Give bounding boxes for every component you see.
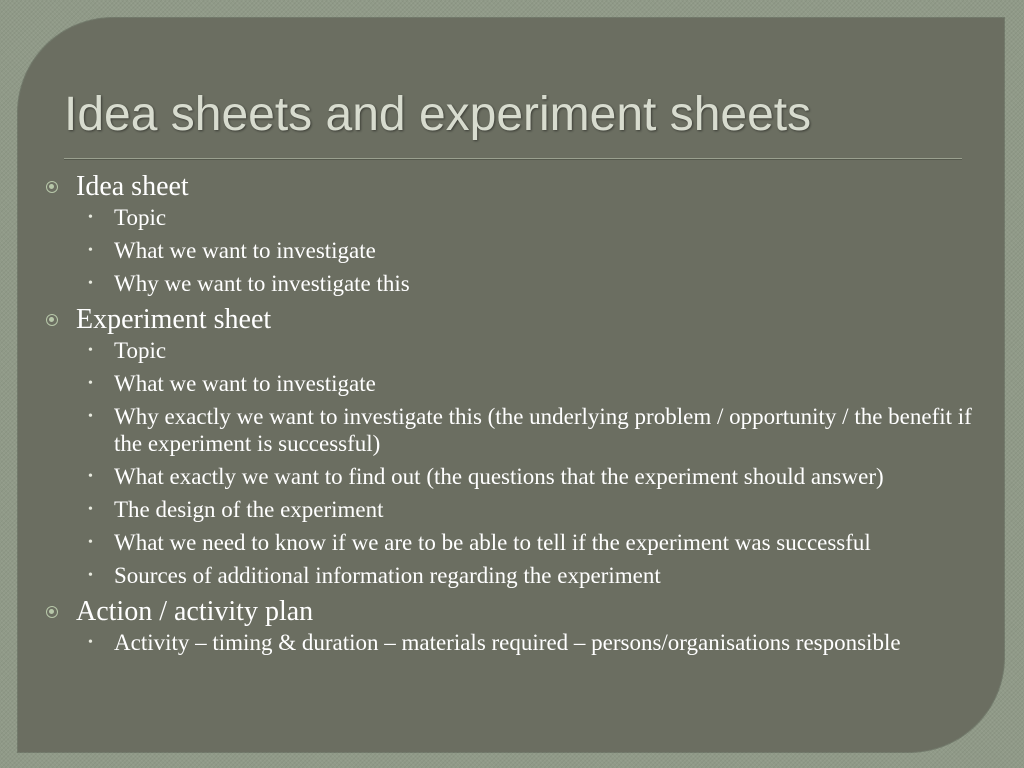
sub-bullet-list: [46, 629, 996, 656]
level1-bullet: [46, 595, 996, 629]
bullet-dot-icon: •: [88, 409, 93, 424]
bullet-dot-icon: •: [88, 376, 93, 391]
circle-dot-icon: [46, 181, 58, 193]
list-item-text: Topic: [114, 338, 167, 363]
level1-bullet: [46, 303, 996, 337]
list-item-text: What we want to investigate: [114, 371, 376, 396]
bullet-dot-icon: •: [88, 343, 93, 358]
list-item: [46, 529, 996, 556]
list-item: [46, 370, 996, 397]
list-item: [46, 270, 996, 297]
bullet-dot-icon: •: [88, 210, 93, 225]
list-item-text: Activity – timing & duration – materials required – persons/organisations responsible: [114, 630, 901, 655]
list-item: [46, 629, 996, 656]
list-item-text: Topic: [114, 205, 167, 230]
list-item-text: What we need to know if we are to be able to tell if the experiment was successful: [114, 530, 871, 555]
list-item: [46, 204, 996, 231]
list-item: [46, 337, 996, 364]
circle-dot-icon: [46, 314, 58, 326]
bullet-dot-icon: •: [88, 568, 93, 583]
bullet-dot-icon: •: [88, 502, 93, 517]
list-item-text: What exactly we want to find out (the questions that the experiment should answer): [114, 464, 884, 489]
list-item: [46, 463, 996, 490]
section-heading: Idea sheet: [76, 171, 189, 202]
slide-body: [46, 170, 996, 662]
slide-title: Idea sheets and experiment sheets: [64, 88, 812, 141]
sub-bullet-list: [46, 204, 996, 297]
list-item-text: Sources of additional information regarding the experiment: [114, 563, 661, 588]
list-item: [46, 496, 996, 523]
level1-bullet: [46, 170, 996, 204]
section-heading: Experiment sheet: [76, 304, 272, 335]
list-item-text: The design of the experiment: [114, 497, 384, 522]
list-item: [46, 237, 996, 264]
list-item-text: What we want to investigate: [114, 238, 376, 263]
bullet-dot-icon: •: [88, 469, 93, 484]
bullet-dot-icon: •: [88, 635, 93, 650]
section-heading: Action / activity plan: [76, 596, 314, 627]
bullet-dot-icon: •: [88, 535, 93, 550]
list-item: [46, 403, 996, 457]
list-item: [46, 562, 996, 589]
title-divider: [64, 158, 962, 160]
bullet-dot-icon: •: [88, 243, 93, 258]
bullet-dot-icon: •: [88, 276, 93, 291]
circle-dot-icon: [46, 606, 58, 618]
sub-bullet-list: [46, 337, 996, 589]
list-item-text: Why exactly we want to investigate this (the underlying problem / opportunity / the benefit if the experiment is successful): [114, 404, 972, 456]
list-item-text: Why we want to investigate this: [114, 271, 410, 296]
